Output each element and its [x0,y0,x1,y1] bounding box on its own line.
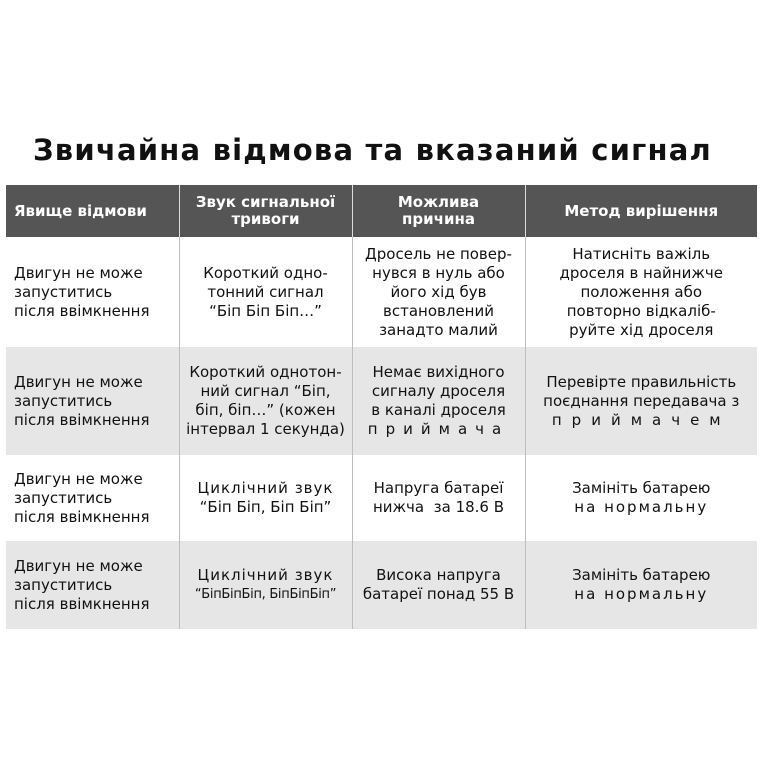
header-symptom [6,185,179,237]
cell-line: положення або [580,282,703,301]
cell-line: Циклічний звук [197,566,334,584]
page-title: Звичайна відмова та вказаний сигнал [33,133,712,167]
cell-line: Немає вихідного [372,363,505,381]
alarm-cell [179,541,352,629]
cell-line: Короткий однотон- [189,363,342,381]
header-alarm-sound [179,185,352,237]
cell-line: повторно відкаліб- [566,301,716,320]
cell-line: “Біп Біп, Біп Біп” [199,498,332,516]
header-line: Можлива [397,193,480,211]
cell-line: Дросель не повер- [365,244,512,263]
cell-line: Двигун не може [14,263,143,282]
table-header-row [6,185,757,237]
alarm-cell [179,237,352,347]
cell-line: нижча за 18.6 В [372,498,505,516]
cell-line: після ввімкнення [14,507,150,526]
solution-cell [525,237,757,347]
cell-line: біп, біп…” (кожен [195,401,336,419]
cause-cell [352,455,525,541]
alarm-cell [179,347,352,455]
symptom-cell [6,347,179,455]
cell-line: сигналу дроселя [371,382,506,400]
header-line: причина [402,210,475,228]
cell-line: “БіпБіпБіп, БіпБіпБіп” [194,587,337,602]
cell-line: встановлений [383,301,494,320]
cell-line: Перевірте правильність [546,372,737,391]
cell-line: запуститись [14,391,113,410]
header-line: тривоги [231,210,300,228]
cell-line: інтервал 1 секунда) [186,420,345,438]
table-row [6,347,757,455]
cell-line: Двигун не може [14,556,143,575]
solution-cell [525,541,757,629]
symptom-cell [6,455,179,541]
symptom-cell [6,541,179,629]
cell-line: в каналі дроселя [371,401,506,419]
cell-line: приймачем [551,410,731,429]
cause-cell [352,347,525,455]
cell-line: на нормальну [574,585,709,603]
table-row [6,541,757,629]
header-possible-cause [352,185,525,237]
cell-line: Натисніть важіль [572,244,711,263]
table-row [6,455,757,541]
cell-line: руйте хід дроселя [569,320,714,339]
cell-line: поєднання передавача з [543,391,740,410]
table-row [6,237,757,347]
cell-line: Замініть батарею [572,479,711,497]
solution-cell [525,455,757,541]
cell-line: запуститись [14,575,113,594]
cell-line: після ввімкнення [14,410,150,429]
symptom-cell [6,237,179,347]
cell-line: тонний сигнал [207,282,324,301]
header-line: Явище відмови [14,201,147,220]
cell-line: запуститись [14,488,113,507]
cell-line: Короткий одно- [203,263,328,282]
cell-line: Напруга батареї [373,479,504,497]
cell-line: на нормальну [574,498,709,516]
cell-line: запуститись [14,282,113,301]
fault-table [6,185,757,629]
cell-line: дроселя в найнижче [559,263,723,282]
cell-line: після ввімкнення [14,594,150,613]
alarm-cell [179,455,352,541]
solution-cell [525,347,757,455]
cell-line: ний сигнал “Біп, [200,382,331,400]
cell-line: його хід був [390,282,487,301]
header-line: Метод вирішення [564,201,719,220]
cell-line: приймача [367,420,510,438]
cell-line: батареї понад 55 В [362,585,515,603]
cell-line: Циклічний звук [197,479,334,497]
cause-cell [352,237,525,347]
cell-line: Висока напруга [376,566,501,584]
cell-line: занадто малий [379,320,498,339]
cell-line: нувся в нуль або [372,263,505,282]
header-line: Звук сигнальної [195,193,336,211]
cell-line: “Біп Біп Біп…” [209,301,322,320]
cause-cell [352,541,525,629]
cell-line: після ввімкнення [14,301,150,320]
cell-line: Замініть батарею [572,566,711,584]
cell-line: Двигун не може [14,372,143,391]
cell-line: Двигун не може [14,469,143,488]
header-solution [525,185,757,237]
